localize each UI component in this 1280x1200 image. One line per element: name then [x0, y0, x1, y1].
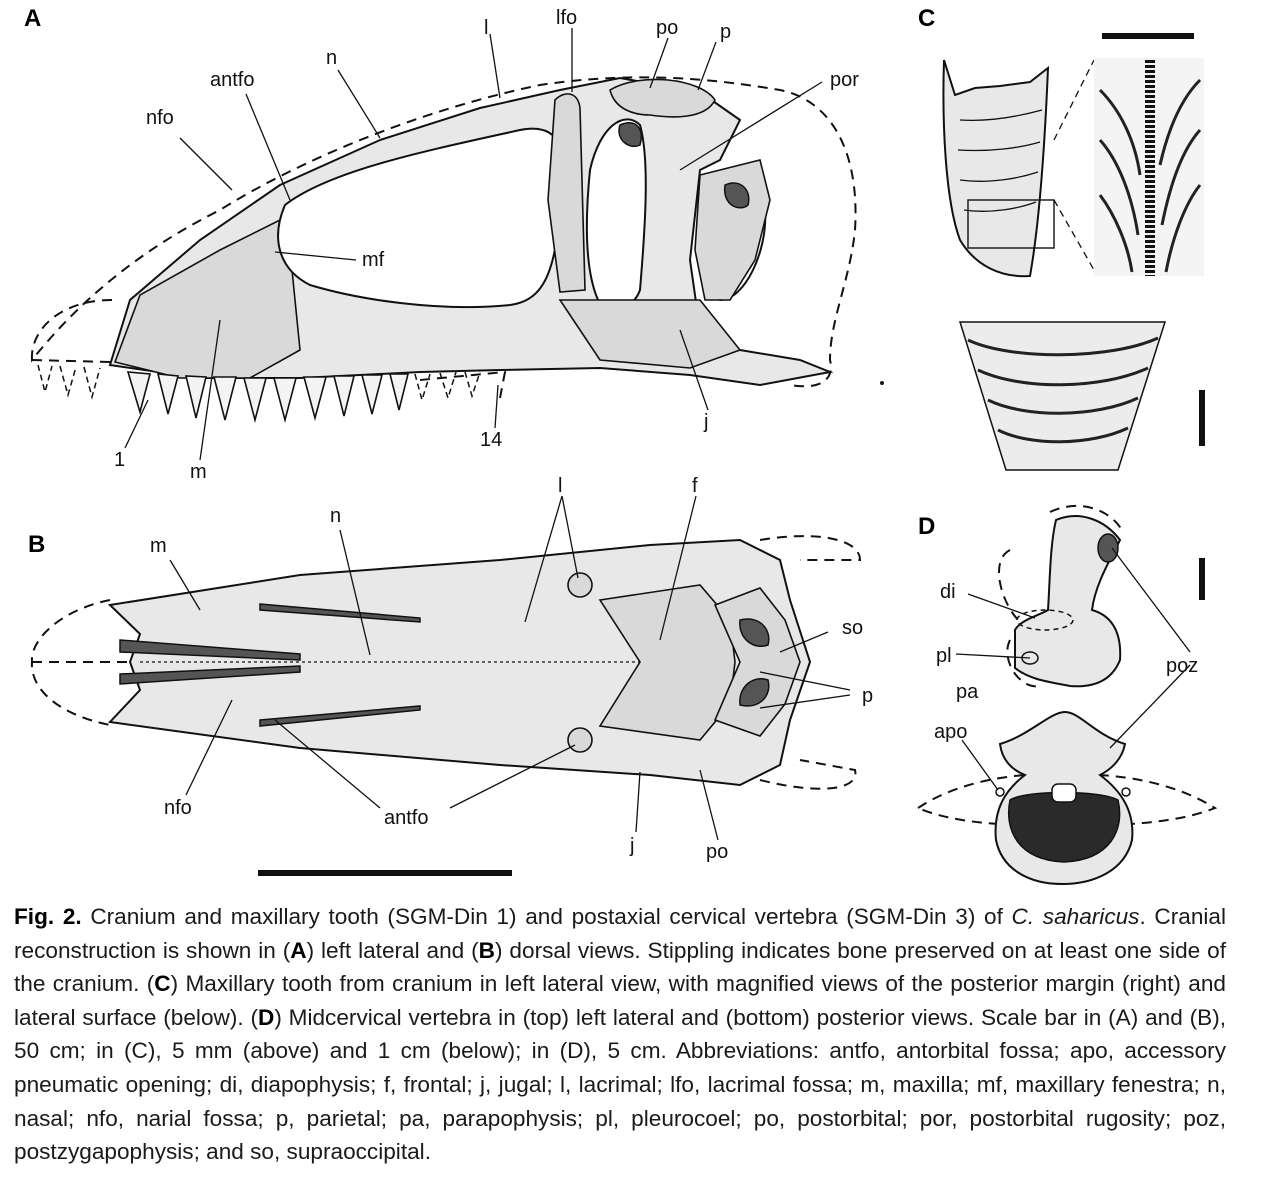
label-a-nfo: nfo	[146, 107, 174, 129]
label-b-f: f	[692, 475, 698, 497]
caption-ref-a: A	[290, 937, 307, 963]
label-a-m: m	[190, 461, 207, 483]
label-b-nfo: nfo	[164, 797, 192, 819]
label-d-di: di	[940, 581, 956, 603]
caption-text-3: ) left lateral and (	[306, 937, 479, 963]
panel-label-c: C	[918, 5, 936, 32]
figure-caption	[14, 900, 1226, 1169]
panel-label-a: A	[24, 5, 42, 32]
label-a-por: por	[830, 69, 859, 91]
label-a-tooth-14: 14	[480, 429, 503, 451]
panel-label-d: D	[918, 513, 936, 540]
caption-ref-b: B	[478, 937, 495, 963]
panel-d-vertebra	[918, 506, 1215, 884]
caption-fig-label: Fig. 2.	[14, 904, 82, 929]
label-a-j: j	[704, 411, 709, 433]
caption-text-1: Cranium and maxillary tooth (SGM-Din 1) and postaxial cervical vertebra (SGM-Din 3) of	[81, 904, 1012, 929]
label-a-mf: mf	[362, 249, 385, 271]
caption-text-4: ) dorsal views. Stippling indicates bone preserved on at least one side of the cranium. (	[14, 937, 1226, 997]
label-b-j: j	[630, 835, 635, 857]
label-a-tooth-1: 1	[114, 449, 126, 471]
label-d-pl: pl	[936, 645, 952, 667]
caption-text-6: ) Midcervical vertebra in (top) left lateral and (bottom) posterior views. Scale bar in (A) and (B), 50 cm; in (C), 5 mm (above) and 1 cm (below); in (D), 5 cm. Abbreviations: antfo, antorbital fossa; apo, accessory pneumatic opening; di, diapophysis; f, frontal; j, jugal; l, lacrimal; lfo, lacrimal fossa; m, maxilla; mf, maxillary fenestra; n, nasal; nfo, narial fossa; p, parietal; pa, parapophysis; pl, pleurocoel; po, postorbital; por, postorbital rugosity; poz, postzygapophysis; and so, supraoccipital.	[14, 1004, 1227, 1165]
label-d-poz: poz	[1166, 655, 1199, 677]
label-b-m: m	[150, 535, 167, 557]
label-a-p: p	[720, 21, 732, 43]
caption-text-2: . Cranial reconstruction is shown in (	[14, 904, 1226, 963]
label-b-antfo: antfo	[384, 807, 429, 829]
caption-ref-d: D	[257, 1004, 275, 1030]
label-d-pa: pa	[956, 681, 979, 703]
label-b-so: so	[842, 617, 864, 639]
label-a-n: n	[326, 47, 338, 69]
label-b-po: po	[706, 841, 729, 863]
panel-a-lateral-skull	[24, 5, 884, 483]
caption-ref-c: C	[154, 971, 171, 997]
panel-b-dorsal-skull	[28, 475, 873, 873]
label-b-l: l	[558, 475, 563, 497]
label-a-lfo: lfo	[556, 7, 578, 29]
caption-species: C. saharicus	[1011, 904, 1140, 929]
caption-text-5: ) Maxillary tooth from cranium in left lateral view, with magnified views of the posterior margin (right) and lateral surface (below). (	[14, 971, 1226, 1030]
label-b-n: n	[330, 505, 342, 527]
panel-c-tooth	[918, 5, 1204, 470]
label-d-apo: apo	[934, 721, 968, 743]
label-b-p: p	[862, 685, 874, 707]
panel-label-b: B	[28, 531, 46, 558]
label-a-l: l	[484, 17, 489, 39]
label-a-po: po	[656, 17, 679, 39]
label-a-antfo: antfo	[210, 69, 255, 91]
